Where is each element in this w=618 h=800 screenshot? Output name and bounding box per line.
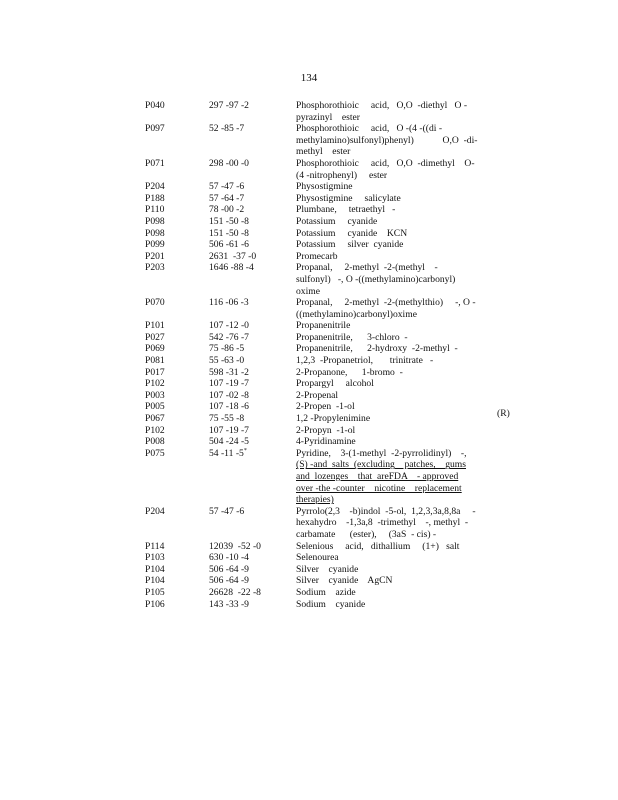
- cas-number-text: 57 -47 -6: [209, 181, 245, 193]
- cas-number-text: 151 -50 -8: [209, 215, 249, 227]
- substance-name-line: Selenourea: [296, 552, 339, 564]
- cas-number-text: 2631 -37 -0: [209, 250, 257, 262]
- waste-code: P204: [145, 181, 165, 193]
- substance-name-line: Silver cyanide: [296, 563, 359, 575]
- cas-number-text: 506 -64 -9: [209, 575, 249, 587]
- substance-name-line: 2-Propenal: [296, 389, 339, 401]
- substance-name: [296, 541, 482, 553]
- waste-code: P103: [145, 552, 165, 564]
- table-row: [145, 425, 545, 437]
- waste-code: P008: [145, 436, 165, 448]
- table-row: [145, 355, 545, 367]
- cas-number-text: 630 -10 -4: [209, 552, 249, 564]
- substance-name: [296, 204, 482, 216]
- cas-number-text: 12039 -52 -0: [209, 540, 261, 552]
- substance-name-line: Propanenitrile, 2-hydroxy -2-methyl -: [296, 343, 458, 355]
- substance-name-line: Potassium silver cyanide: [296, 239, 404, 251]
- cas-number: [209, 355, 296, 367]
- waste-code: P071: [145, 157, 165, 169]
- cas-number: [209, 100, 296, 123]
- cas-number-text: 57 -64 -7: [209, 192, 245, 204]
- table-row: [145, 390, 545, 402]
- table-row: [145, 181, 545, 193]
- substance-name: [296, 181, 482, 193]
- cas-number: [209, 158, 296, 181]
- substance-name-line: 4-Pyridinamine: [296, 436, 356, 448]
- substance-name-line: carbamate (ester), (3aS - cis) -: [296, 528, 437, 540]
- cas-number: [209, 564, 296, 576]
- substance-name-line: Sodium azide: [296, 586, 356, 598]
- cas-number: [209, 425, 296, 437]
- waste-code: P070: [145, 297, 165, 309]
- waste-code: P040: [145, 100, 165, 111]
- cas-number-text: 298 -00 -0: [209, 157, 249, 169]
- table-row: [145, 506, 545, 541]
- substance-name-line: 2-Propen -1-ol: [296, 401, 355, 413]
- waste-code: P203: [145, 262, 165, 274]
- substance-name-line: Propanenitrile: [296, 320, 351, 332]
- cas-number-text: 107 -02 -8: [209, 389, 249, 401]
- substance-name-line: Pyridine, 3-(1-methyl -2-pyrrolidinyl) -,: [296, 447, 467, 459]
- cas-number-text: 55 -63 -0: [209, 355, 245, 367]
- waste-code: P098: [145, 215, 165, 227]
- waste-code: P075: [145, 447, 165, 459]
- cas-number: [209, 262, 296, 297]
- substance-name-line: Pyrrolo(2,3 -b)indol -5-ol, 1,2,3,3a,8,8a -: [296, 505, 476, 517]
- cas-number: [209, 390, 296, 402]
- waste-code: P003: [145, 389, 165, 401]
- table-row: [145, 378, 545, 390]
- table-row: [145, 228, 545, 240]
- waste-code: P188: [145, 192, 165, 204]
- table-row: [145, 436, 545, 448]
- substance-name-line: 2-Propanone, 1-bromo -: [296, 366, 403, 378]
- substance-name-line: Phosphorothioic acid, O,O -diethyl O -: [296, 100, 468, 111]
- substance-name-line: Propanenitrile, 3-chloro -: [296, 331, 408, 343]
- waste-code: P102: [145, 424, 165, 436]
- cas-number: [209, 541, 296, 553]
- substance-name-line: Silver cyanide AgCN: [296, 575, 393, 587]
- waste-code: P204: [145, 505, 165, 517]
- substance-name: [296, 355, 482, 367]
- cas-number-text: 54 -11 -5: [209, 447, 244, 459]
- substance-name: [296, 123, 482, 158]
- substance-name-line: Plumbane, tetraethyl -: [296, 204, 396, 216]
- cas-number: [209, 320, 296, 332]
- cas-number-text: 75 -86 -5: [209, 343, 245, 355]
- substance-name: [296, 448, 482, 506]
- cas-number-text: 107 -12 -0: [209, 320, 249, 332]
- substance-name-line: 1,2 -Propylenimine: [296, 413, 371, 425]
- substance-name: [296, 193, 482, 205]
- substance-name: [296, 216, 482, 228]
- cas-number: [209, 239, 296, 251]
- substance-name: [296, 332, 482, 344]
- substance-name: [296, 239, 482, 251]
- page-number: 134: [300, 72, 318, 84]
- substance-name-line: Phosphorothioic acid, O -(4 -((di -: [296, 123, 443, 135]
- substance-name: [296, 228, 482, 240]
- substance-name-line: Phosphorothioic acid, O,O -dimethyl O-: [296, 157, 475, 169]
- cas-number-text: 151 -50 -8: [209, 227, 249, 239]
- cas-number-text: 506 -64 -9: [209, 563, 249, 575]
- cas-number: [209, 599, 296, 611]
- waste-code: P067: [145, 413, 165, 425]
- cas-number: [209, 448, 296, 506]
- waste-code: P104: [145, 563, 165, 575]
- substance-name: [296, 425, 482, 437]
- substance-name-line: Selenious acid, dithallium (1+) salt: [296, 540, 460, 552]
- substance-name-line: Promecarb: [296, 250, 338, 262]
- waste-code: P110: [145, 204, 165, 216]
- cas-number: [209, 552, 296, 564]
- substance-name-line: Potassium cyanide KCN: [296, 227, 408, 239]
- cas-number: [209, 251, 296, 263]
- cas-number-text: 107 -19 -7: [209, 424, 249, 436]
- waste-code: P104: [145, 575, 165, 587]
- table-row: [145, 193, 545, 205]
- cas-number-text: 107 -18 -6: [209, 401, 249, 413]
- substance-name-line: (4 -nitrophenyl) ester: [296, 169, 388, 181]
- waste-code: P097: [145, 123, 165, 135]
- cas-number: [209, 367, 296, 379]
- substance-name: [296, 564, 482, 576]
- substance-name-line: Sodium cyanide: [296, 598, 366, 610]
- substance-name: [296, 262, 482, 297]
- table-row: [145, 413, 545, 425]
- waste-code: P102: [145, 378, 165, 390]
- cas-number-text: 542 -76 -7: [209, 331, 249, 343]
- waste-code: P027: [145, 331, 165, 343]
- table-row: [145, 575, 545, 587]
- substance-name-line: methyl ester: [296, 146, 351, 158]
- cas-number-text: 107 -19 -7: [209, 378, 249, 390]
- substance-name-line: Potassium cyanide: [296, 215, 378, 227]
- cas-number-text: 506 -61 -6: [209, 239, 249, 251]
- cas-number: [209, 228, 296, 240]
- substance-name: [296, 413, 482, 425]
- substance-name: [296, 552, 482, 564]
- substance-name-line: and lozenges that areFDA - approved: [296, 471, 459, 482]
- cas-number-text: 143 -33 -9: [209, 598, 249, 610]
- substance-name-line: hexahydro -1,3a,8 -trimethyl -, methyl -: [296, 517, 469, 529]
- table-row: [145, 401, 545, 413]
- substance-name: [296, 343, 482, 355]
- table-row: [145, 216, 545, 228]
- table-row: [145, 448, 545, 506]
- substance-name-line: (S) -and salts (excluding patches, gums: [296, 459, 466, 471]
- substance-name: [296, 378, 482, 390]
- table-row: [145, 239, 545, 251]
- waste-code: P114: [145, 540, 165, 552]
- substance-name: [296, 599, 482, 611]
- table-row: [145, 158, 545, 181]
- table-row: [145, 251, 545, 263]
- table-row: [145, 541, 545, 553]
- substance-name-line: oxime: [296, 285, 320, 297]
- cas-number: [209, 332, 296, 344]
- table-row: [145, 320, 545, 332]
- table-row: [145, 332, 545, 344]
- cas-number: [209, 343, 296, 355]
- substance-name-line: ((methylamino)carbonyl)oxime: [296, 308, 417, 320]
- annotation-r: (R): [497, 408, 510, 419]
- substance-name-line: therapies): [296, 494, 334, 506]
- substance-name-line: sulfonyl) -, O -((methylamino)carbonyl): [296, 273, 456, 285]
- waste-code: P201: [145, 250, 165, 262]
- cas-number: [209, 575, 296, 587]
- cas-number: [209, 193, 296, 205]
- cas-number: [209, 297, 296, 320]
- cas-number: [209, 587, 296, 599]
- substance-name-line: Physostigmine: [296, 181, 353, 193]
- substance-name-line: pyrazinyl ester: [296, 111, 360, 123]
- table-row: [145, 343, 545, 355]
- cas-number: [209, 216, 296, 228]
- cas-number: [209, 436, 296, 448]
- cas-number-text: 1646 -88 -4: [209, 262, 254, 274]
- table-row: [145, 123, 545, 158]
- waste-code: P069: [145, 343, 165, 355]
- cas-number-text: 75 -55 -8: [209, 413, 245, 425]
- cas-number: [209, 204, 296, 216]
- table-row: [145, 367, 545, 379]
- cas-number-text: 57 -47 -6: [209, 505, 245, 517]
- substance-name-line: Physostigmine salicylate: [296, 192, 401, 204]
- substance-name: [296, 100, 482, 123]
- substance-name-line: 2-Propyn -1-ol: [296, 424, 356, 436]
- waste-code: P101: [145, 320, 165, 332]
- cas-number-text: 598 -31 -2: [209, 366, 249, 378]
- cas-number-text: 52 -85 -7: [209, 123, 245, 135]
- cas-number-text: 297 -97 -2: [209, 100, 249, 111]
- table-row: [145, 552, 545, 564]
- table-row: [145, 262, 545, 297]
- table-row: [145, 204, 545, 216]
- waste-code: P017: [145, 366, 165, 378]
- chemical-table: [145, 100, 545, 610]
- waste-code: P105: [145, 586, 165, 598]
- waste-code: P106: [145, 598, 165, 610]
- substance-name-line: Propanal, 2-methyl -2-(methylthio) -, O -: [296, 297, 476, 309]
- table-row: [145, 564, 545, 576]
- substance-name-line: Propanal, 2-methyl -2-(methyl -: [296, 262, 438, 274]
- table-row: [145, 599, 545, 611]
- substance-name-line: Propargyl alcohol: [296, 378, 374, 390]
- cas-number: [209, 378, 296, 390]
- substance-name: [296, 297, 482, 320]
- cas-footnote-mark: *: [243, 447, 247, 454]
- substance-name: [296, 587, 482, 599]
- waste-code: P098: [145, 227, 165, 239]
- substance-name-line: methylamino)sulfonyl)phenyl) O,O -di-: [296, 134, 478, 146]
- cas-number: [209, 181, 296, 193]
- table-row: [145, 297, 545, 320]
- cas-number: [209, 123, 296, 158]
- substance-name: [296, 575, 482, 587]
- cas-number-text: 26628 -22 -8: [209, 586, 261, 598]
- table-row: [145, 587, 545, 599]
- substance-name: [296, 251, 482, 263]
- cas-number-text: 504 -24 -5: [209, 436, 249, 448]
- substance-name: [296, 390, 482, 402]
- waste-code: P099: [145, 239, 165, 251]
- substance-name: [296, 401, 482, 413]
- cas-number: [209, 401, 296, 413]
- waste-code: P081: [145, 355, 165, 367]
- substance-name: [296, 158, 482, 181]
- cas-number: [209, 413, 296, 425]
- substance-name: [296, 436, 482, 448]
- substance-name-line: over -the -counter nicotine replacement: [296, 482, 462, 494]
- substance-name: [296, 506, 482, 541]
- substance-name: [296, 367, 482, 379]
- waste-code: P005: [145, 401, 165, 413]
- cas-number-text: 116 -06 -3: [209, 297, 249, 309]
- substance-name-line: 1,2,3 -Propanetriol, trinitrate -: [296, 355, 434, 367]
- cas-number: [209, 506, 296, 541]
- table-row: [145, 100, 545, 123]
- substance-name: [296, 320, 482, 332]
- cas-number-text: 78 -00 -2: [209, 204, 245, 216]
